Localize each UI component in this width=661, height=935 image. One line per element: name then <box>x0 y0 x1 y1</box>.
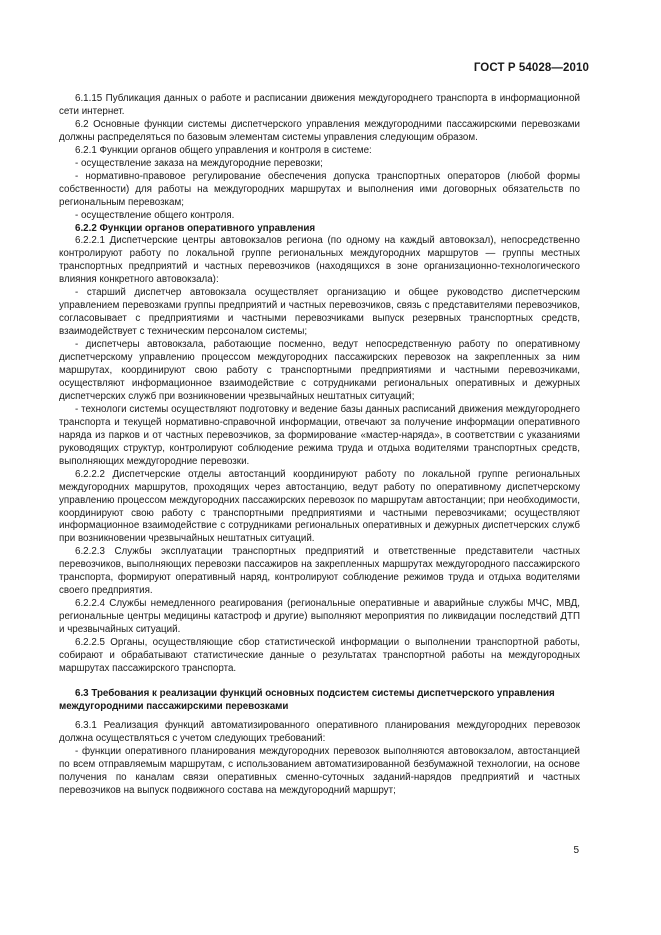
section-6-3 <box>59 688 580 798</box>
list-item: - старший диспетчер автовокзала осуществляет организацию и общее руководство диспетчерским управлением перевозками группы предприятий и частных перевозчиков, связь с представителями перевозчиков, согласовывает с предприятиями и частными перевозчиками выпуск резервных транспортных средств, взаимодействует с техническим персоналом системы; <box>59 287 580 338</box>
list-item: - осуществление заказа на междугородние перевозки; <box>75 157 323 169</box>
page-number: 5 <box>573 845 579 856</box>
section-heading-6-3: 6.3 Требования к реализации функций основных подсистем системы диспетчерского управления междугородними пассажирскими перевозками <box>59 687 555 712</box>
document-id: ГОСТ Р 54028—2010 <box>473 62 589 74</box>
paragraph-6-2-2-2: 6.2.2.2 Диспетчерские отделы автостанций координируют работу по локальной группе региональных междугородних маршрутов, проходящих через автостанцию, ведут работу по оперативному диспетчерскому управлению процессом междугородних пассажирских перевозок по маршрутам автостанции; при необходимости, координируют свою работу с транспортными предприятиями и частными перевозчиками; осуществляют информационное взаимодействие с сотрудниками региональных оперативных и дежурных диспетчерских служб при возникновении чрезвычайных нештатных ситуаций. <box>59 468 580 545</box>
list-item: - технологи системы осуществляют подготовку и ведение базы данных расписаний движения междугороднего транспорта и текущей нормативно-справочной информации, отвечают за получение информации оперативного наряда из парков и от частных перевозчиков, за формирование «мастер-наряда», в соответствии с указаниями руководящих структур, контролируют соблюдение режима труда и отдыха водителями транспортных средств, выполняющих междугородние перевозки. <box>59 403 580 467</box>
list-item: - нормативно-правовое регулирование обеспечения допуска транспортных операторов (любой формы собственности) для работы на междугородних маршрутах и выполнения ими договорных обязательств по региональным перевозкам; <box>59 170 580 208</box>
paragraph-6-1-15: 6.1.15 Публикация данных о работе и расписании движения междугороднего транспорта в информационной сети интернет. <box>59 93 580 117</box>
paragraph-6-2-2-3: 6.2.2.3 Службы эксплуатации транспортных предприятий и ответственные представители частных перевозчиков, выполняющих перевозки пассажиров на закрепленных маршрутах междугородного пассажирского транспорта, формируют оперативный наряд, контролируют соблюдение режимов труда и отдыха водителями своего предприятия. <box>59 546 580 597</box>
paragraph-6-2-2-4: 6.2.2.4 Службы немедленного реагирования (региональные оперативные и аварийные службы МЧС, МВД, региональные центры медицины катастроф и другие) выполняют мероприятия по ликвидации последствий ДТП и чрезвычайных ситуаций. <box>59 598 580 636</box>
paragraph-6-2: 6.2 Основные функции системы диспетчерского управления междугородними пассажирскими перевозками должны распределяться по базовым элементам системы управления следующим образом. <box>59 118 580 143</box>
list-item: - осуществление общего контроля. <box>75 209 235 221</box>
paragraph-6-2-1: 6.2.1 Функции органов общего управления и контроля в системе: <box>75 144 372 156</box>
paragraph-6-3-1: 6.3.1 Реализация функций автоматизированного оперативного планирования междугородних перевозок должна осуществляться с учетом следующих требований: <box>59 719 580 744</box>
list-item: - диспетчеры автовокзала, работающие посменно, ведут непосредственную работу по оперативному диспетчерскому управлению процессом междугородних пассажирских перевозок на закрепленных за ним маршрутах, координируют свою работу с транспортными предприятиями и частными перевозчиками, осуществляют информационное взаимодействие с сотрудниками региональных оперативных и дежурных диспетчерских служб при возникновении чрезвычайных нештатных ситуаций; <box>59 339 580 402</box>
paragraph-6-2-2-1: 6.2.2.1 Диспетчерские центры автовокзалов региона (по одному на каждый автовокзал), непосредственно контролируют работу по локальной группе региональных междугородних маршрутов — группы местных транспортных предприятий и частных перевозчиков (находящихся в зоне организационно-технологического влияния конкретного автовокзала): <box>59 235 580 286</box>
paragraph-6-2-2-5: 6.2.2.5 Органы, осуществляющие сбор статистической информации о выполнении транспортной работы, собирают и обрабатывают статистические данные о результатах транспортной работы на междугородных маршрутах пассажирского транспорта. <box>59 637 580 674</box>
subsection-heading-6-2-2: 6.2.2 Функции органов оперативного управления <box>75 222 316 234</box>
document-body <box>59 93 580 798</box>
list-item: - функции оперативного планирования междугородних перевозок выполняются автовокзалом, автостанцией по всем отправляемым маршрутам, с использованием автоматизированной безбумажной технологии, на основе получения по каналам связи оперативных сменно-суточных заданий-нарядов предприятий и частных перевозчиков на выпуск подвижного состава на междугородний маршрут; <box>59 745 580 796</box>
